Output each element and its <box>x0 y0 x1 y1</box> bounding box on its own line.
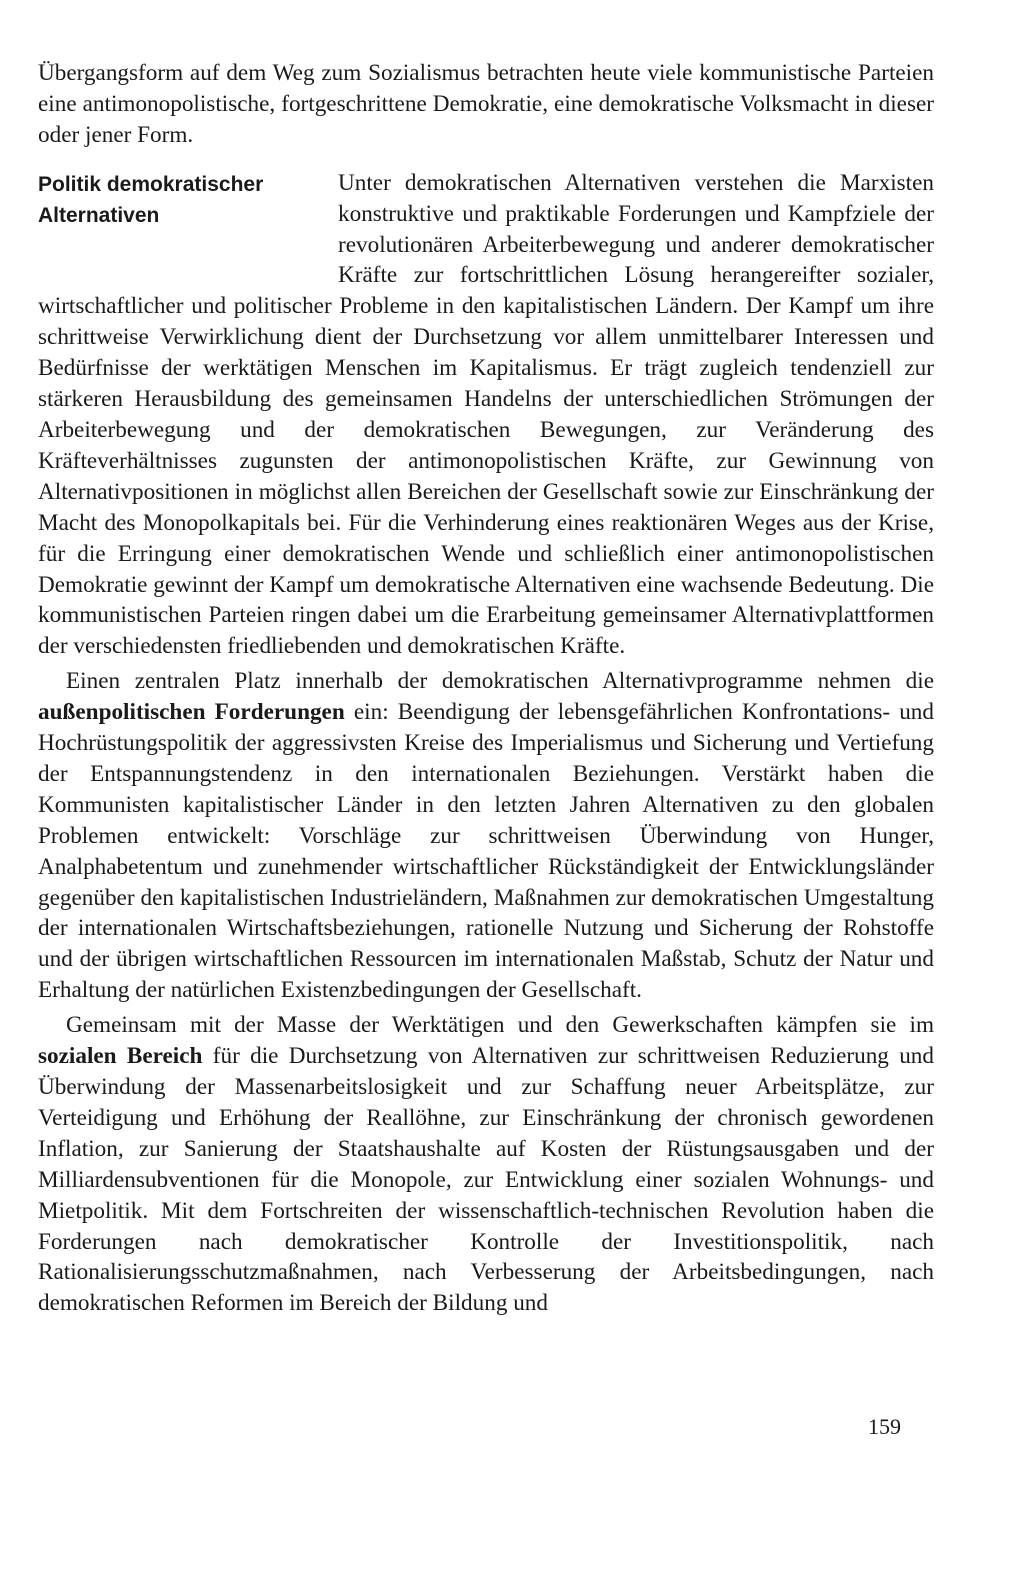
paragraph-social-before: Gemeinsam mit der Masse der Werktätigen und den Gewerkschaften kämpfen sie im <box>66 1012 934 1039</box>
paragraph-social-emphasis: sozialen Bereich <box>38 1043 203 1070</box>
page-body <box>38 58 934 1319</box>
page-number: 159 <box>868 1414 901 1439</box>
paragraph-social-after: für die Durchsetzung von Alternativen zur schrittweisen Reduzierung und Überwindung der Massenarbeitslosigkeit und zur Schaffung neuer Arbeitsplätze, zur Verteidigung und Erhöhung der Reallöhne, zur Einschränkung der chronisch gewordenen Inflation, zur Sanierung der Staatshaushalte auf Kosten der Rüstungsausgaben und der Milliardensubventionen für die Monopole, zur Entwicklung einer sozialen Wohnungs- und Mietpolitik. Mit dem Fortschreiten der wissenschaftlich-technischen Revolution haben die Forderungen nach demokratischer Kontrolle der Investitionspolitik, nach Rationalisierungsschutzmaßnahmen, nach Verbesserung der Arbeitsbedingungen, nach demokratischen Reformen im Bereich der Bildung und <box>38 1043 934 1317</box>
section-heading-line2: Alternativen <box>38 203 160 227</box>
intro-paragraph: Übergangsform auf dem Weg zum Sozialismus betrachten heute viele kommunistische Parteien eine antimonopolistische, fortgeschrittene Demokratie, eine demokratische Volksmacht in dieser oder jener Form. <box>38 60 934 148</box>
section-paragraph: Unter demokratischen Alternativen verstehen die Marxisten konstruktive und praktikable Forderungen und Kampfziele der revolutionären Arbeiterbewegung und anderer demokratischer Kräfte zur fortschrittlichen Lösung herangereifter sozialer, wirtschaftlicher und politischer Probleme in den kapitalistischen Ländern. Der Kampf um ihre schrittweise Verwirklichung dient der Durchsetzung vor allem unmittelbarer Interessen und Bedürfnisse der werktätigen Menschen im Kapitalismus. Er trägt zugleich tendenziell zur stärkeren Herausbildung des gemeinsamen Handelns der unterschiedlichen Strömungen der Arbeiterbewegung und der demokratischen Bewegungen, zur Veränderung des Kräfteverhältnisses zugunsten der antimonopolistischen Kräfte, zur Gewinnung von Alternativpositionen in möglichst allen Bereichen der Gesellschaft sowie zur Einschränkung der Macht des Monopolkapitals bei. Für die Verhinderung eines reaktionären Weges aus der Krise, für die Erringung einer demokratischen Wende und schließlich einer antimonopolistischen Demokratie gewinnt der Kampf um demokratische Alternativen eine wachsende Bedeutung. Die kommunistischen Parteien ringen dabei um die Erarbeitung gemeinsamer Alternativplattformen der verschiedensten friedliebenden und demokratischen Kräfte. <box>38 169 934 660</box>
section-heading-line1: Politik demokratischer <box>38 172 264 196</box>
paragraph-foreign-policy-emphasis: außenpolitischen Forderungen <box>38 699 345 726</box>
paragraph-social <box>38 1010 934 1319</box>
paragraph-foreign-policy <box>38 666 934 1006</box>
paragraph-foreign-policy-before: Einen zentralen Platz innerhalb der demokratischen Alternativprogramme nehmen die <box>66 668 934 695</box>
paragraph-foreign-policy-after: ein: Beendigung der lebensgefährlichen Konfrontations- und Hochrüstungspolitik der aggressivsten Kreise des Imperialismus und Sicherung und Vertiefung der Entspannungstendenz in den internationalen Beziehungen. Verstärkt haben die Kommunisten kapitalistischer Länder in den letzten Jahren Alternativen zu den globalen Problemen entwickelt: Vorschläge zur schrittweisen Überwindung von Hunger, Analphabetentum und zunehmender wirtschaftlicher Rückständigkeit der Entwicklungsländer gegenüber den kapitalistischen Industrieländern, Maßnahmen zur demokratischen Umgestaltung der internationalen Wirtschaftsbeziehungen, rationelle Nutzung und Sicherung der Rohstoffe und der übrigen wirtschaftlichen Ressourcen im internationalen Maßstab, Schutz der Natur und Erhaltung der natürlichen Existenzbedingungen der Gesellschaft. <box>38 699 934 1004</box>
section-heading <box>38 168 338 261</box>
